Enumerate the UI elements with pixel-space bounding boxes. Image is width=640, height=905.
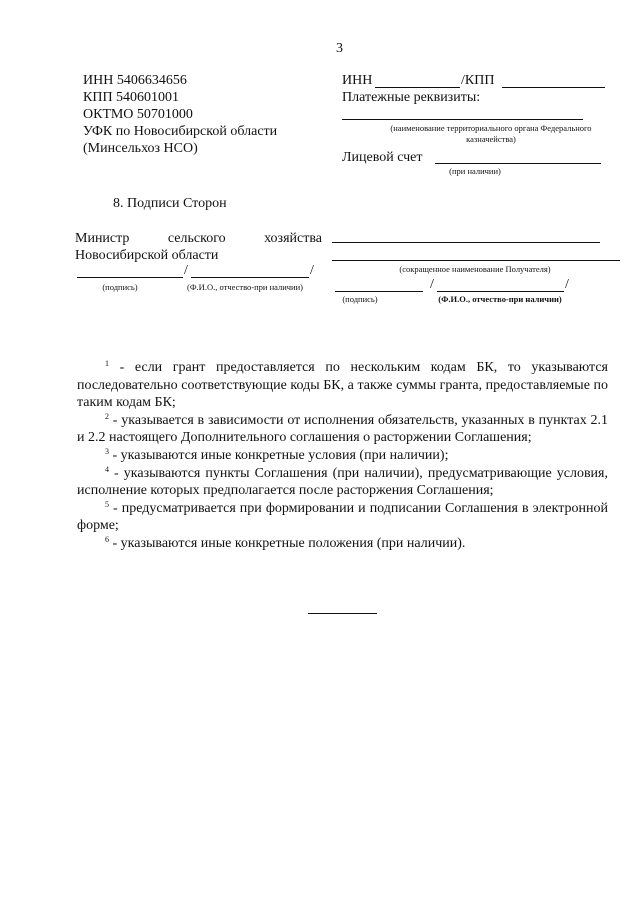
kpp-blank-line (502, 87, 605, 88)
recipient-name-caption: (Ф.И.О., отчество-при наличии) (438, 294, 562, 304)
right-inn-label: ИНН (342, 73, 373, 88)
minselkhoz-text: (Минсельхоз НСО) (83, 141, 198, 156)
inn-blank-line (375, 87, 460, 88)
treasury-blank-line (342, 119, 583, 120)
footnote-2: $^2$ - указывается в зависимости от исполнения обязательств, указанных в пунктах 2.1 и 2.2 настоящего Дополнительного соглашения о расторжении Соглашения; (77, 411, 608, 446)
recipient-signature-caption: (подпись) (342, 294, 378, 304)
ufk-text: УФК по Новосибирской области (83, 124, 278, 139)
minister-signature-caption: (подпись) (102, 282, 138, 292)
minister-title-line2: Новосибирской области (75, 248, 219, 263)
recipient-name-line (437, 291, 564, 292)
recipient-caption: (сокращенное наименование Получателя) (399, 264, 551, 274)
recipient-signature-line (335, 291, 423, 292)
closing-separator (308, 613, 377, 614)
page-number: 3 (336, 41, 343, 56)
minister-name-line (191, 277, 309, 278)
minister-signature-line (77, 277, 183, 278)
treasury-caption: (наименование территориального органа Федерального казначейства) (390, 123, 592, 144)
footnote-1: $^1$ - если грант предоставляется по нескольким кодам БК, то указываются последовательно соответствующие коды БК, а также суммы гранта, предоставляемые по таким кодам БК; (77, 359, 608, 411)
recipient-slash-2: / (565, 277, 569, 292)
payment-details-label: Платежные реквизиты: (342, 90, 481, 105)
minister-slash-2: / (310, 263, 314, 278)
minister-name-caption: (Ф.И.О., отчество-при наличии) (187, 282, 303, 292)
footnote-5: $^5$ - предусматривается при формировании и подписании Соглашения в электронной форме; (77, 499, 608, 534)
oktmo-text: ОКТМО 50701000 (83, 107, 193, 122)
recipient-name-line-2 (332, 260, 620, 261)
section-title: 8. Подписи Сторон (113, 196, 227, 211)
kpp-text: КПП 540601001 (83, 90, 180, 105)
account-blank-line (435, 163, 601, 164)
account-label: Лицевой счет (342, 150, 423, 165)
account-caption: (при наличии) (449, 166, 501, 176)
footnote-6: $^6$ - указываются иные конкретные положения (при наличии). (105, 534, 466, 551)
inn-text: ИНН 5406634656 (83, 73, 187, 88)
left-requisites (83, 72, 323, 157)
footnotes (77, 359, 608, 553)
right-kpp-label: /КПП (461, 73, 495, 88)
footnote-4: $^4$ - указываются пункты Соглашения (при наличии), предусматривающие условия, исполнение которых предполагается после расторжения Соглашения; (77, 464, 608, 499)
recipient-name-line-1 (332, 242, 600, 243)
footnote-3: $^3$ - указываются иные конкретные условия (при наличии); (105, 446, 449, 463)
recipient-slash-1: / (430, 277, 434, 292)
minister-title-line1: Министр сельского хозяйства (75, 231, 322, 246)
minister-slash-1: / (184, 263, 188, 278)
